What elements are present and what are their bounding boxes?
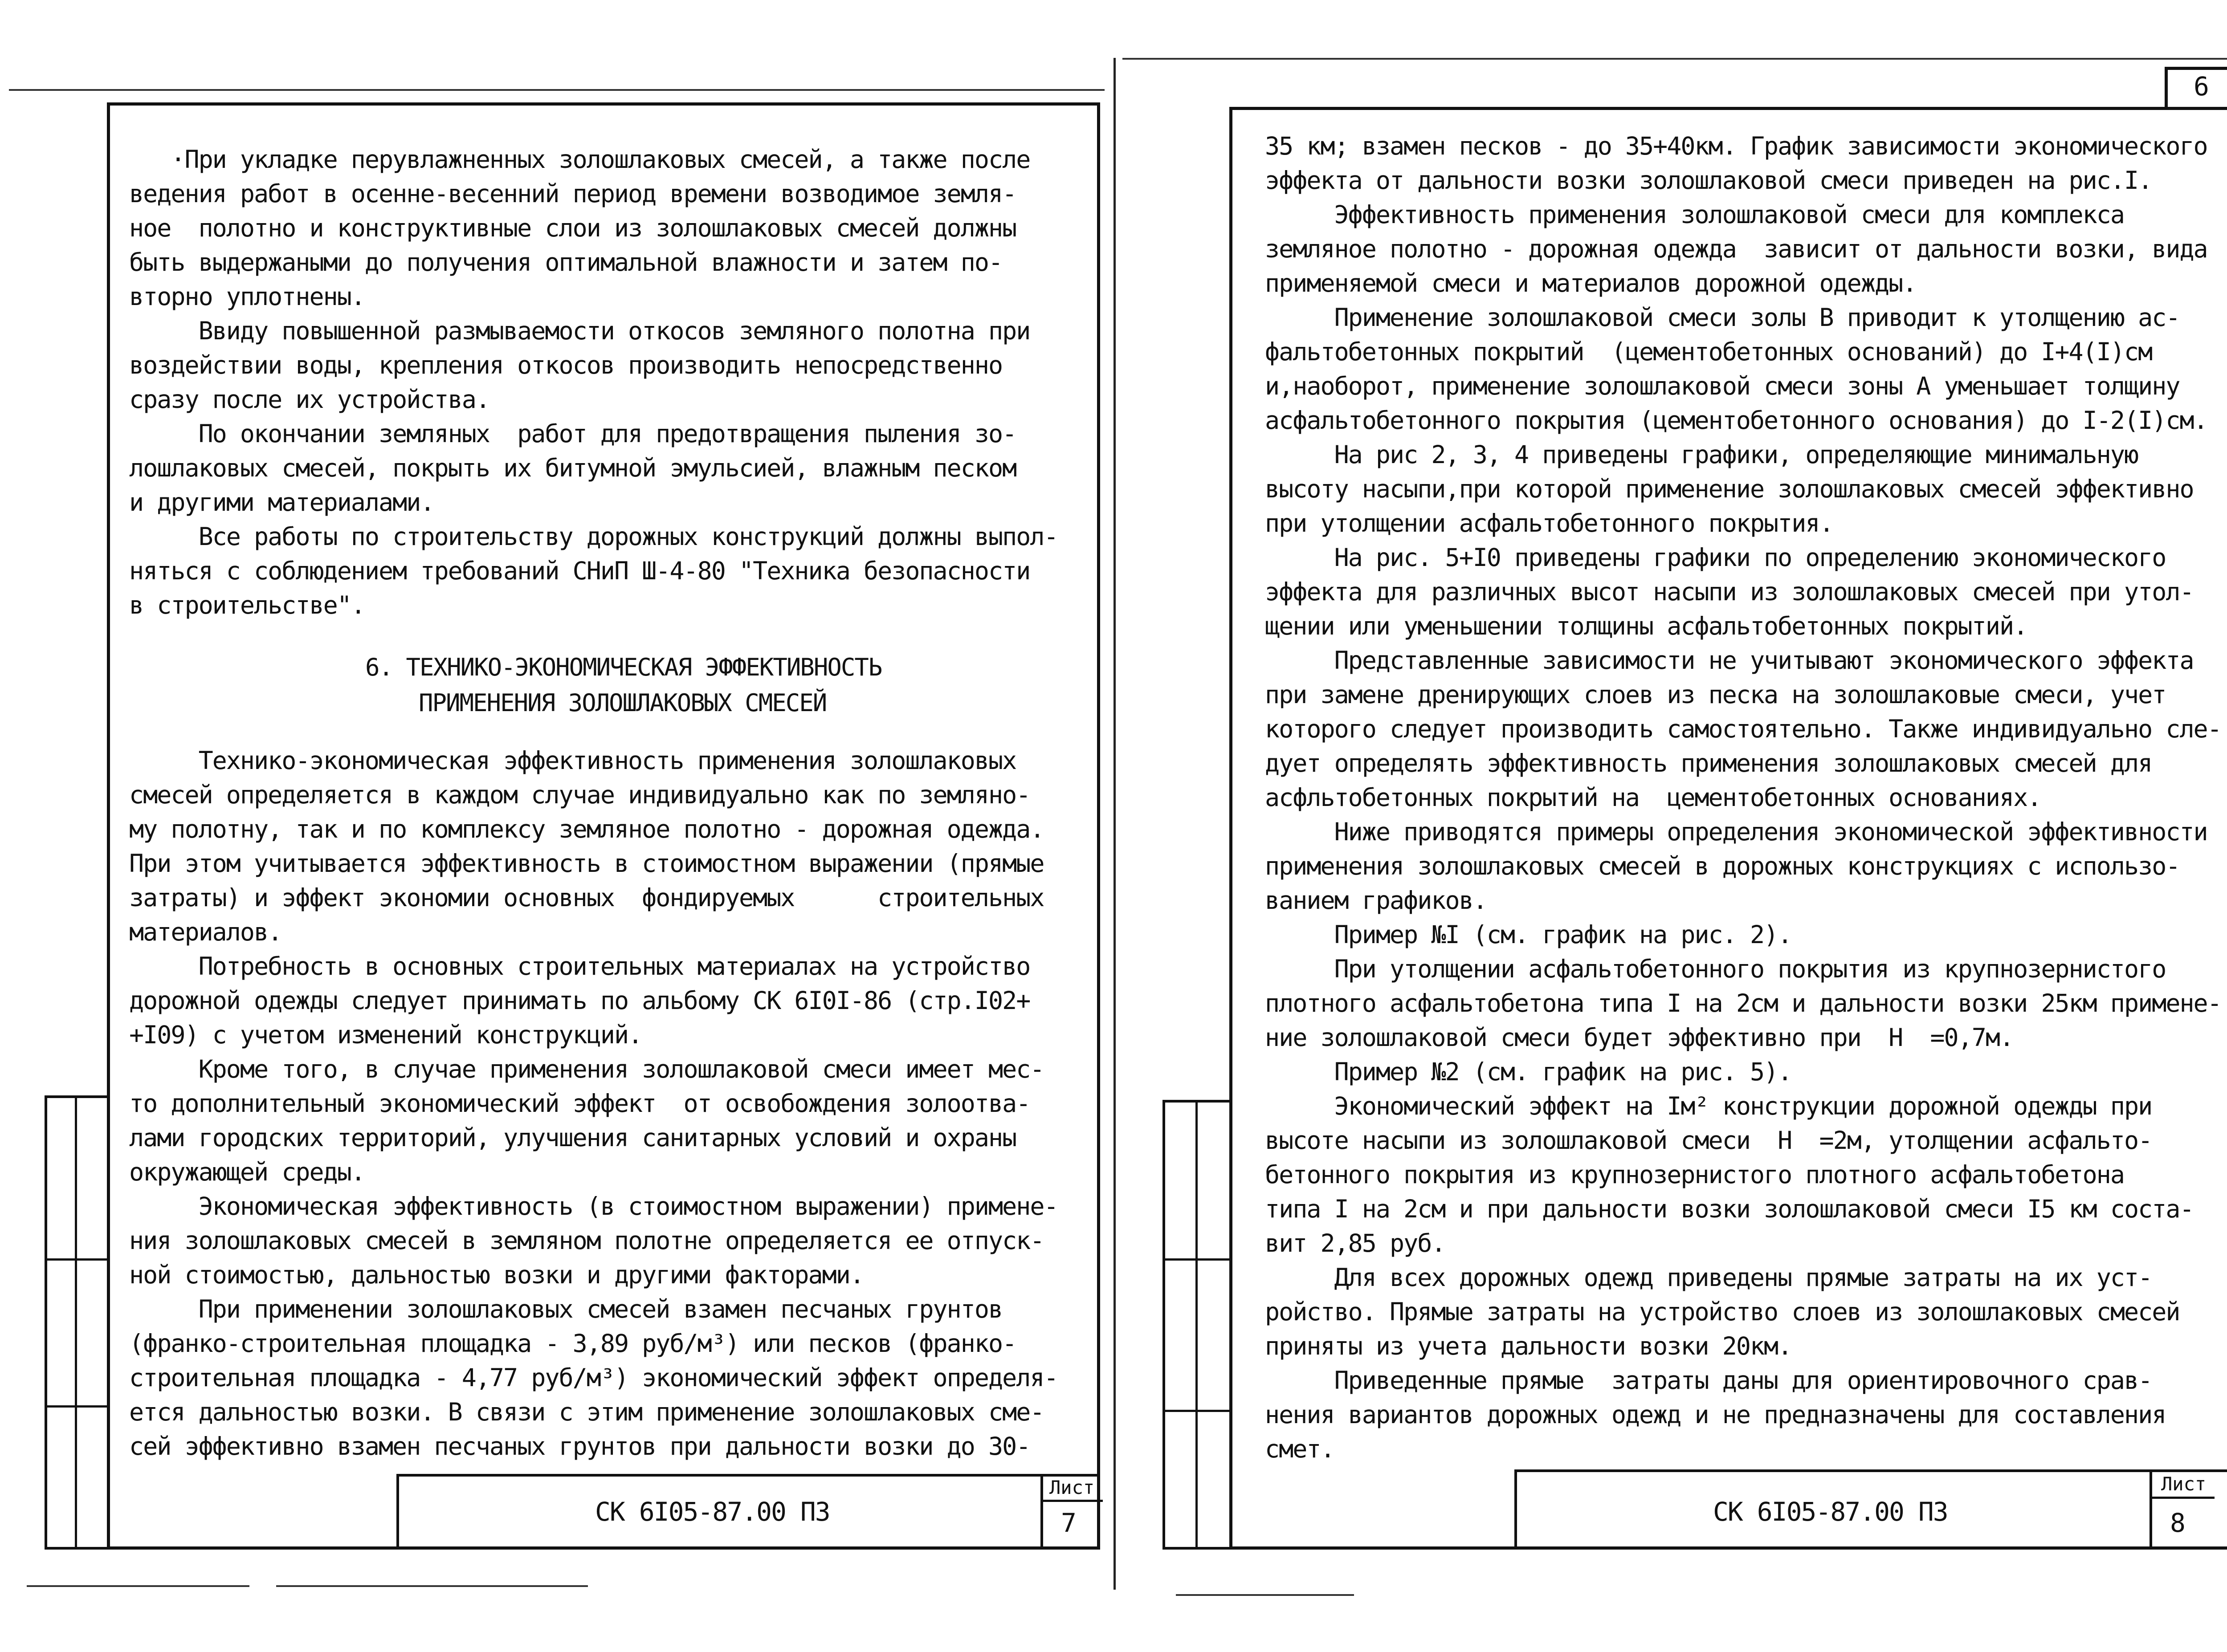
strip-row xyxy=(1165,1410,1229,1412)
text-line: Пример №I (см. график на рис. 2). xyxy=(1265,920,1792,949)
text-line: эффекта для различных высот насыпи из золошлаковых смесей при утол- xyxy=(1265,578,2194,606)
text-line: окружающей среды. xyxy=(129,1158,365,1186)
section-heading-line2: ПРИМЕНЕНИЯ ЗОЛОШЛАКОВЫХ СМЕСЕЙ xyxy=(419,689,827,717)
page-gutter xyxy=(1114,58,1116,1590)
text-line: щении или уменьшении толщины асфальтобетонных покрытий. xyxy=(1265,612,2027,640)
text-line: Применение золошлаковой смеси золы В приводит к утолщению ас- xyxy=(1265,303,2180,332)
text-line: няться с соблюдением требований СНиП Ш-4-80 "Техника безопасности xyxy=(129,557,1030,585)
text-line: плотного асфальтобетона типа I на 2см и дальности возки 25км примене- xyxy=(1265,989,2221,1017)
text-line: вит 2,85 руб. xyxy=(1265,1229,1445,1257)
text-line: быть выдержаными до получения оптимальной влажности и затем по- xyxy=(129,248,1003,277)
document-code: СК 6I05-87.00 ПЗ xyxy=(1713,1497,1948,1527)
text-line: строительная площадка - 4,77 руб/м³) экономический эффект определя- xyxy=(129,1363,1058,1392)
text-line: асфльтобетонных покрытий на цементобетонных основаниях. xyxy=(1265,783,2041,812)
text-line: вторно уплотнены. xyxy=(129,282,365,311)
sheet-number: 7 xyxy=(1061,1508,1077,1538)
text-line: ной стоимостью, дальностью возки и другими факторами. xyxy=(129,1261,864,1289)
text-line: высоту насыпи,при которой применение золошлаковых смесей эффективно xyxy=(1265,475,2194,503)
text-line: Кроме того, в случае применения золошлаковой смеси имеет мес- xyxy=(129,1055,1044,1083)
text-line: применяемой смеси и материалов дорожной одежды. xyxy=(1265,269,1917,297)
text-line: типа I на 2см и при дальности возки золошлаковой смеси I5 км соста- xyxy=(1265,1195,2194,1223)
sheet-label: Лист xyxy=(1049,1477,1095,1498)
scan-artifact xyxy=(27,1585,249,1587)
text-line: Экономическая эффективность (в стоимостном выражении) примене- xyxy=(129,1192,1058,1221)
text-line: ведения работ в осенне-весенний период времени возводимое земля- xyxy=(129,179,1016,208)
right-page-body xyxy=(1265,129,2221,1466)
text-line: лами городских территорий, улучшения санитарных условий и охраны xyxy=(129,1123,1016,1152)
scan-edge-line xyxy=(9,89,1105,91)
strip-row xyxy=(47,1405,107,1408)
text-line: то дополнительный экономический эффект от освобождения золоотва- xyxy=(129,1089,1030,1118)
text-line: По окончании земляных работ для предотвращения пыления зо- xyxy=(129,419,1016,448)
text-line: и,наоборот, применение золошлаковой смеси зоны А уменьшает толщину xyxy=(1265,372,2180,400)
text-line: ние золошлаковой смеси будет эффективно при H =0,7м. xyxy=(1265,1023,2014,1052)
text-line: и другими материалами. xyxy=(129,488,434,517)
text-line: в строительстве". xyxy=(129,591,365,619)
document-code: СК 6I05-87.00 ПЗ xyxy=(595,1497,830,1527)
text-line: Все работы по строительству дорожных конструкций должны выпол- xyxy=(129,522,1058,551)
text-line: му полотну, так и по комплексу земляное полотно - дорожная одежда. xyxy=(129,815,1044,843)
text-line: земляное полотно - дорожная одежда зависит от дальности возки, вида xyxy=(1265,235,2207,263)
left-page-body-top xyxy=(129,142,1058,623)
text-line: воздействии воды, крепления откосов производить непосредственно xyxy=(129,351,1003,379)
text-line: бетонного покрытия из крупнозернистого плотного асфальтобетона xyxy=(1265,1160,2124,1189)
text-line: ния золошлаковых смесей в земляном полотне определяется ее отпуск- xyxy=(129,1226,1044,1255)
sheet-number-box xyxy=(2150,1472,2227,1550)
text-line: Представленные зависимости не учитывают экономического эффекта xyxy=(1265,646,2194,675)
text-line: ное полотно и конструктивные слои из золошлаковых смесей должны xyxy=(129,214,1016,242)
text-line: При утолщении асфальтобетонного покрытия из крупнозернистого xyxy=(1265,955,2166,983)
text-line: лошлаковых смесей, покрыть их битумной эмульсией, влажным песком xyxy=(129,454,1016,482)
text-line: сей эффективно взамен песчаных грунтов при дальности возки до 30- xyxy=(129,1432,1030,1461)
text-line: применения золошлаковых смесей в дорожных конструкциях с использо- xyxy=(1265,852,2180,880)
text-line: Ввиду повышенной размываемости откосов земляного полотна при xyxy=(129,317,1030,345)
text-line: Экономический эффект на Iм² конструкции дорожной одежды при xyxy=(1265,1092,2152,1120)
text-line: высоте насыпи из золошлаковой смеси H =2м, утолщении асфальто- xyxy=(1265,1126,2152,1155)
text-line: +I09) с учетом изменений конструкций. xyxy=(129,1021,642,1049)
text-line: Эффективность применения золошлаковой смеси для комплекса xyxy=(1265,200,2124,229)
text-line: асфальтобетонного покрытия (цементобетонного основания) до I-2(I)см. xyxy=(1265,406,2207,435)
scan-edge-line xyxy=(1122,58,2227,60)
text-line: ется дальностью возки. В связи с этим применение золошлаковых сме- xyxy=(129,1398,1044,1426)
text-line: эффекта от дальности возки золошлаковой смеси приведен на рис.I. xyxy=(1265,166,2152,195)
strip-column xyxy=(75,1098,77,1547)
text-line: Ниже приводятся примеры определения экономической эффективности xyxy=(1265,818,2207,846)
sheet-label: Лист xyxy=(2161,1473,2207,1495)
text-line: ванием графиков. xyxy=(1265,886,1487,915)
strip-row xyxy=(47,1258,107,1261)
text-line: Приведенные прямые затраты даны для ориентировочного срав- xyxy=(1265,1366,2152,1395)
text-line: при утолщении асфальтобетонного покрытия. xyxy=(1265,509,1833,537)
text-line: нения вариантов дорожных одежд и не предназначены для составления xyxy=(1265,1400,2166,1429)
text-line: Пример №2 (см. график на рис. 5). xyxy=(1265,1058,1792,1086)
sheet-number: 8 xyxy=(2170,1508,2186,1538)
section-heading-line1: 6. ТЕХНИКО-ЭКОНОМИЧЕСКАЯ ЭФФЕКТИВНОСТЬ xyxy=(365,653,882,681)
text-line: При этом учитывается эффективность в стоимостном выражении (прямые xyxy=(129,849,1044,878)
sheet-number-box xyxy=(1040,1477,1103,1550)
text-line: ·При укладке перувлажненных золошлаковых смесей, а также после xyxy=(129,145,1030,174)
text-line: На рис. 5+I0 приведены графики по определению экономического xyxy=(1265,543,2166,572)
left-page-body-bottom xyxy=(129,744,1058,1464)
right-margin-strip xyxy=(1162,1100,1229,1550)
text-line: приняты из учета дальности возки 20км. xyxy=(1265,1332,1792,1360)
text-line: Технико-экономическая эффективность применения золошлаковых xyxy=(129,746,1016,775)
scan-artifact xyxy=(276,1585,588,1587)
text-line: дорожной одежды следует принимать по альбому СК 6I0I-86 (стр.I02+ xyxy=(129,986,1030,1015)
text-line: 35 км; взамен песков - до 35+40км. График зависимости экономического xyxy=(1265,132,2207,160)
left-title-block xyxy=(396,1474,1100,1550)
left-margin-strip xyxy=(45,1095,107,1550)
text-line: смесей определяется в каждом случае индивидуально как по земляно- xyxy=(129,781,1030,809)
text-line: Для всех дорожных одежд приведены прямые затраты на их уст- xyxy=(1265,1263,2152,1292)
text-line: смет. xyxy=(1265,1435,1334,1463)
text-line: На рис 2, 3, 4 приведены графики, определяющие минимальную xyxy=(1265,440,2138,469)
page-number: 6 xyxy=(2194,71,2209,102)
text-line: фальтобетонных покрытий (цементобетонных оснований) до I+4(I)см xyxy=(1265,338,2152,366)
text-line: Потребность в основных строительных материалах на устройство xyxy=(129,952,1030,981)
right-title-block xyxy=(1514,1469,2227,1550)
text-line: затраты) и эффект экономии основных фондируемых строительных xyxy=(129,883,1044,912)
strip-column xyxy=(1195,1103,1198,1547)
text-line: сразу после их устройства. xyxy=(129,385,489,414)
text-line: дует определять эффективность применения золошлаковых смесей для xyxy=(1265,749,2152,777)
text-line: материалов. xyxy=(129,918,282,946)
text-line: ройство. Прямые затраты на устройство слоев из золошлаковых смесей xyxy=(1265,1298,2180,1326)
text-line: которого следует производить самостоятельно. Также индивидуально сле- xyxy=(1265,715,2221,743)
text-line: при замене дренирующих слоев из песка на золошлаковые смеси, учет xyxy=(1265,680,2166,709)
text-line: При применении золошлаковых смесей взамен песчаных грунтов xyxy=(129,1295,1003,1323)
text-line: (франко-строительная площадка - 3,89 руб/м³) или песков (франко- xyxy=(129,1329,1016,1358)
scan-artifact xyxy=(1176,1594,1354,1596)
strip-row xyxy=(1165,1258,1229,1261)
